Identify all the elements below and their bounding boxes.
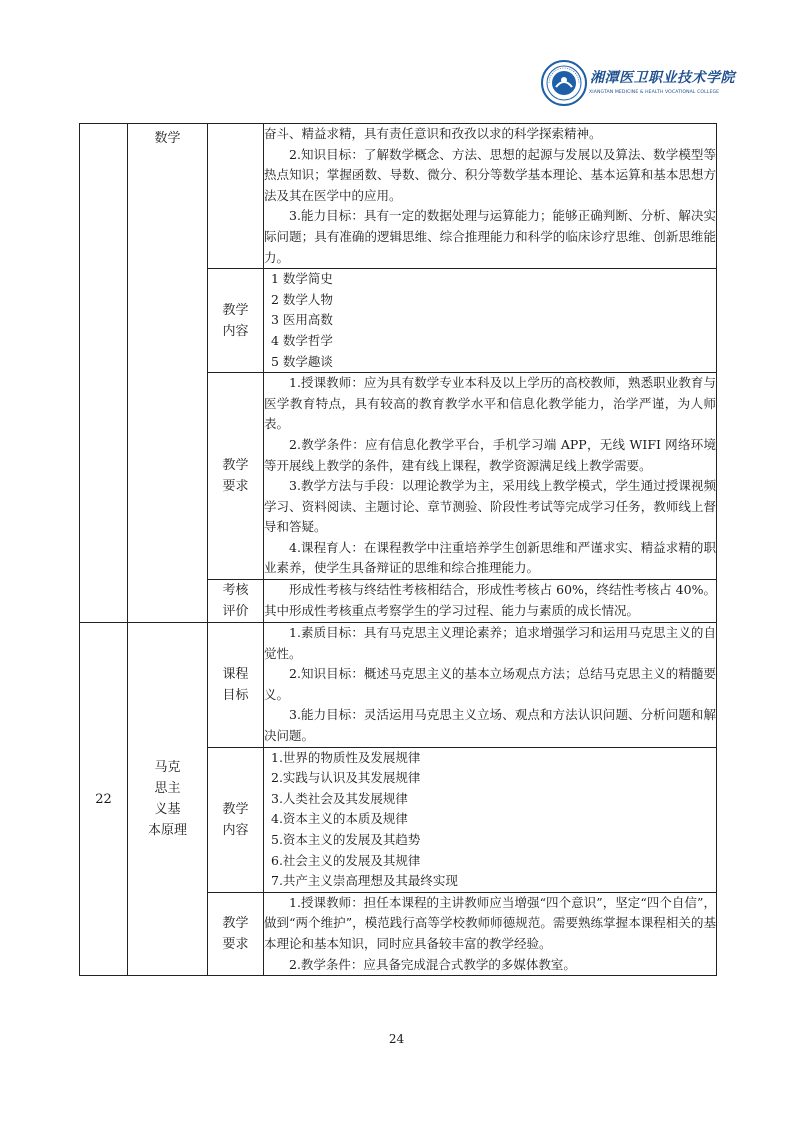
course-index-cell: 22 [80,623,128,976]
goal-paragraph: 奋斗、精益求精，具有责任意识和孜孜以求的科学探索精神。 [264,126,602,141]
table-row [80,623,717,748]
requirement-paragraph: 4.课程育人：在课程教学中注重培养学生创新思维和严谨求实、精益求精的职业素养，使学生具备辩证的思维和综合推理能力。 [264,539,716,576]
goal-content-cell [264,124,717,269]
list-item: 3 医用高数 [271,312,333,328]
page-number: 24 [388,1032,405,1046]
goal-label-cell [208,124,264,269]
requirement-label-cell [208,892,264,975]
course-name-cell: 数学 [128,124,208,623]
requirement-label-cell [208,373,264,580]
requirement-label: 教学 要求 [222,915,249,952]
list-item: 6.社会主义的发展及其规律 [271,852,421,868]
content-items-cell [264,269,717,373]
content-label-cell [208,269,264,373]
goal-paragraph: 2.知识目标：了解数学概念、方法、思想的起源与发展以及算法、数学模型等热点知识；掌握函数、导数、微分、积分等数学基本理论、基本运算和基本思想方法及其在医学中的应用。 [264,146,716,203]
evaluation-paragraph: 形成性考核与终结性考核相结合，形成性考核占 60%，终结性考核占 40%。其中形成性考核重点考察学生的学习过程、能力与素质的成长情况。 [264,582,716,619]
list-item: 5 数学趣谈 [271,353,333,369]
list-item: 1 数学简史 [271,271,333,287]
course-index-cell [80,124,128,623]
goal-content-cell [264,623,717,748]
goal-label: 课程 目标 [222,666,249,703]
list-item: 3.人类社会及其发展规律 [271,790,408,806]
goal-paragraph: 2.知识目标：概述马克思主义的基本立场观点方法；总结马克思主义的精髓要义。 [264,666,716,702]
requirement-paragraph: 3.教学方法与手段：以理论教学为主，采用线上教学模式，学生通过授课视频学习、资料阅读、主题讨论、章节测验、阶段性考试等完成学习任务，教师线上督导和答疑。 [264,478,716,535]
logo-chinese-name: 湘潭医卫职业技术学院 [590,70,735,86]
logo-english-name: XIANGTAN MEDICINE & HEALTH VOCATIONAL COLLEGE [589,90,720,95]
college-logo [541,60,735,108]
requirement-paragraph: 1.授课教师：应为具有数学专业本科及以上学历的高校教师，熟悉职业教育与医学教育特点，具有较高的教育教学水平和信息化教学能力，治学严谨，为人师表。 [264,375,716,432]
requirement-label: 教学 要求 [222,458,249,495]
requirement-content-cell [264,373,717,580]
evaluation-content-cell [264,580,717,623]
goal-paragraph: 1.素质目标：具有马克思主义理论素养；追求增强学习和运用马克思主义的自觉性。 [264,625,716,661]
content-label-cell [208,747,264,892]
list-item: 1.世界的物质性及发展规律 [271,749,421,765]
goal-paragraph: 3.能力目标：灵活运用马克思主义立场、观点和方法认识问题、分析问题和解决问题。 [264,707,716,744]
college-seal-icon [541,60,587,106]
requirement-content-cell [264,892,717,975]
requirement-paragraph: 1.授课教师：担任本课程的主讲教师应当增强“四个意识”，坚定“四个自信”，做到“两个维护”，模范践行高等学校教师师德规范。需要熟练掌握本课程相关的基本理论和基本知识，同时应具备较丰富的教学经验。 [264,894,716,951]
list-item: 2.实践与认识及其发展规律 [271,770,421,786]
content-label: 教学 内容 [222,302,249,339]
goal-label-cell [208,623,264,748]
list-item: 2 数学人物 [271,291,333,307]
requirement-paragraph: 2.教学条件：应有信息化教学平台，手机学习端 APP，无线 WIFI 网络环境等开展线上教学的条件，建有线上课程，教学资源满足线上教学需要。 [264,436,716,473]
table-row [80,124,717,269]
evaluation-label: 考核 评价 [222,583,249,620]
evaluation-label-cell [208,580,264,623]
list-item: 7.共产主义崇高理想及其最终实现 [271,873,458,889]
list-item: 5.资本主义的发展及其趋势 [271,832,421,847]
requirement-paragraph: 2.教学条件：应具备完成混合式教学的多媒体教室。 [289,956,576,972]
list-item: 4 数学哲学 [271,332,333,348]
list-item: 4.资本主义的本质及规律 [271,811,408,827]
course-name: 马克 思主 义基 本原理 [147,760,187,839]
course-name-cell [128,623,208,976]
content-items-cell [264,747,717,892]
content-label: 教学 内容 [222,801,249,838]
goal-paragraph: 3.能力目标：具有一定的数据处理与运算能力；能够正确判断、分析、解决实际问题；具有准确的逻辑思维、综合推理能力和科学的临床诊疗思维、创新思维能力。 [264,208,716,265]
curriculum-table [79,123,717,976]
